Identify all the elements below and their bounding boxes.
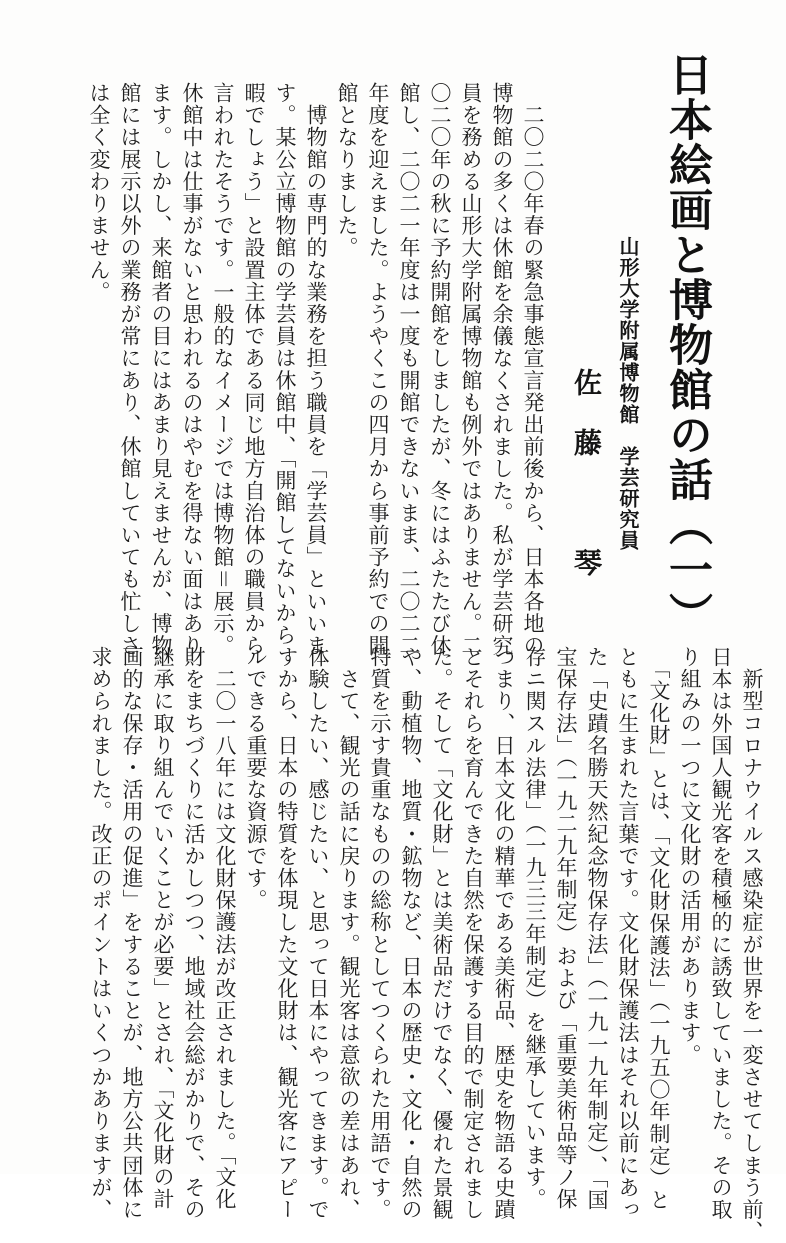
bottom-text-line-19: 財をまちづくりに活かしつつ、地域社会総がかりで、その — [182, 646, 206, 1221]
top-text-line-8: 博物館の専門的な業務を担う職員を「学芸員」といいま — [304, 82, 328, 657]
bottom-text-line-6: た「史蹟名勝天然紀念物保存法」（一九一九年制定）、「国 — [585, 646, 609, 1212]
bottom-text-line-5: ともに生まれた言葉です。文化財保護法はそれ以前にあっ — [616, 646, 640, 1221]
top-text-line-2: 博物館の多くは休館を余儀なくされました。私が学芸研究 — [490, 82, 514, 657]
bottom-text-line-11: た。そして「文化財」とは美術品だけでなく、優れた景観 — [430, 646, 454, 1221]
bottom-text-line-20: 継承に取り組んでいくことが必要」とされ、「文化財の計 — [151, 646, 175, 1211]
top-text-line-13: ます。しかし、来館者の目にはあまり見えませんが、博物 — [149, 82, 173, 657]
bottom-text-line-21: 画的な保存・活用の促進」をすることが、地方公共団体に — [120, 646, 144, 1221]
bottom-text-line-12: や、動植物、地質・鉱物など、日本の歴史・文化・自然の — [399, 646, 423, 1221]
bottom-text-line-18: 二〇一八年には文化財保護法が改正されました。「文化 — [213, 646, 237, 1211]
author-affiliation: 山形大学附属博物館 学芸研究員 — [616, 236, 640, 551]
top-text-line-9: す。某公立博物館の学芸員は休館中、「開館してないから — [273, 82, 297, 647]
top-text-line-11: 言われたそうです。一般的なイメージでは博物館＝展示。 — [211, 82, 235, 657]
top-text-line-12: 休館中は仕事がないと思われるのはやむを得ない面はあり — [180, 82, 204, 657]
top-text-line-5: 館し、二〇二一年度は一度も開館できないまま、二〇二二 — [397, 82, 421, 657]
bottom-text-line-9: つまり、日本文化の精華である美術品、歴史を物語る史蹟 — [492, 646, 516, 1221]
article-title: 日本絵画と博物館の話（一） — [661, 52, 712, 637]
bottom-text-line-15: 体験したい、感じたい、と思って日本にやってきます。で — [306, 646, 330, 1221]
top-text-line-3: 員を務める山形大学附属博物館も例外ではありません。二 — [459, 82, 483, 657]
bottom-text-line-13: 特質を示す貴重なものの総称としてつくられた用語です。 — [368, 646, 392, 1221]
bottom-text-line-7: 宝保存法」（一九二九年制定）および「重要美術品等ノ保 — [554, 646, 578, 1211]
top-text-line-14: 館には展示以外の業務が常にあり、休館していても忙しさ — [118, 82, 142, 657]
bottom-text-line-17: ルできる重要な資源です。 — [244, 646, 268, 912]
bottom-text-line-1: 新型コロナウイルス感染症が世界を一変させてしまう前、 — [740, 646, 764, 1243]
top-text-line-4: 〇二〇年の秋に予約開館をしましたが、冬にはふたたび休 — [428, 82, 452, 657]
top-text-line-6: 年度を迎えました。ようやくこの四月から事前予約での開 — [366, 82, 390, 657]
bottom-text-line-10: とそれらを育んできた自然を保護する目的で制定されまし — [461, 646, 485, 1221]
bottom-text-line-8: 存ニ関スル法律」（一九三三年制定）を継承しています。 — [523, 646, 547, 1211]
top-text-line-1: 二〇二〇年春の緊急事態宣言発出前後から、日本各地の — [521, 82, 545, 657]
top-text-line-10: 暇でしょう」と設置主体である同じ地方自治体の職員から — [242, 82, 266, 657]
bottom-text-line-3: り組みの一つに文化財の活用があります。 — [678, 646, 702, 1066]
bottom-text-line-14: さて、観光の話に戻ります。観光客は意欲の差はあれ、 — [337, 646, 361, 1221]
top-text-line-7: 館となりました。 — [335, 82, 359, 259]
bottom-text-line-4: 「文化財」とは、「文化財保護法」（一九五〇年制定）と — [647, 646, 671, 1212]
bottom-text-line-22: 求められました。改正のポイントはいくつかありますが、 — [89, 646, 113, 1221]
bottom-text-line-2: 日本は外国人観光客を積極的に誘致していました。その取 — [709, 646, 733, 1221]
top-text-line-15: は全く変わりません。 — [87, 82, 111, 303]
author-name: 佐藤 琴 — [570, 368, 603, 608]
bottom-text-line-16: すから、日本の特質を体現した文化財は、観光客にアピー — [275, 646, 299, 1221]
